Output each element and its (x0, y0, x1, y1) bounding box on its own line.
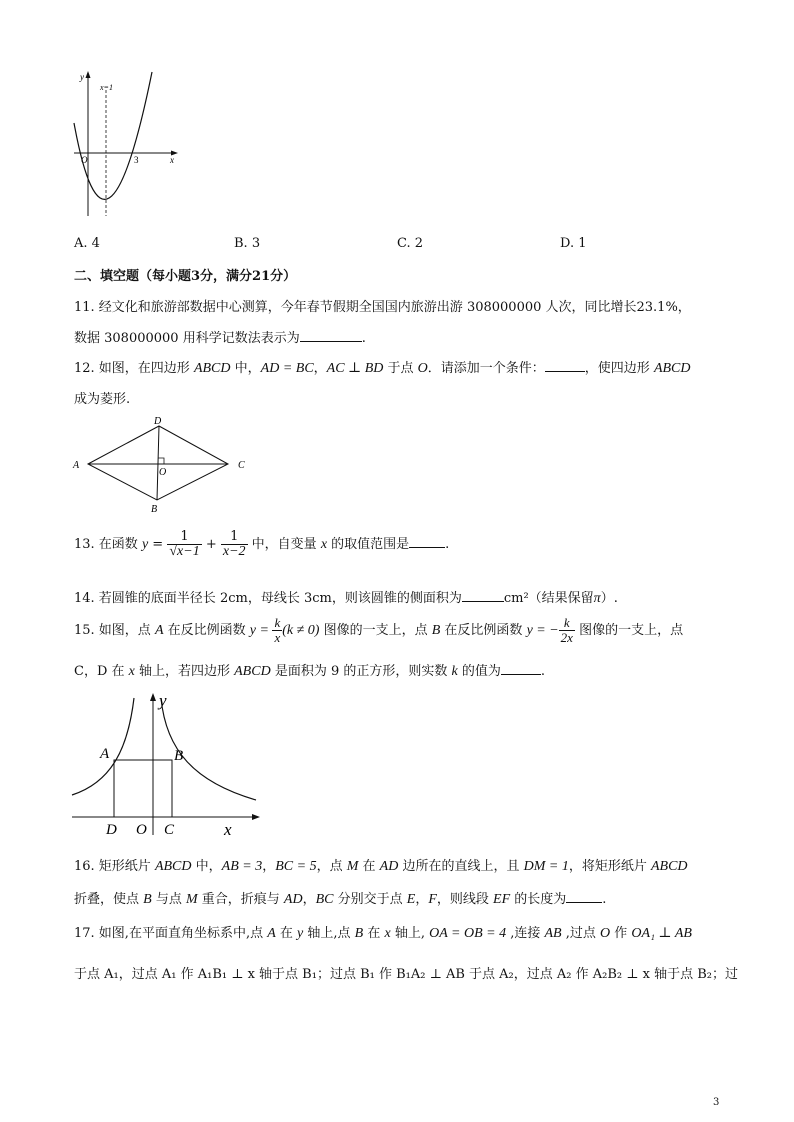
q11-answer-blank (300, 329, 362, 342)
q16-text-10: 重合，折痕与 (197, 892, 284, 907)
q10-origin-label: O (81, 155, 88, 165)
q16-text-1: 16. 矩形纸片 (74, 859, 155, 874)
q15-a: A (154, 623, 164, 638)
q12-text-1: 12. 如图，在四边形 (74, 361, 194, 376)
q12-condition-1: AD = BC (260, 361, 314, 376)
q16-e: E (406, 892, 416, 907)
q15-fraction-1 (272, 616, 282, 645)
q15-text-3: 图像的一支上，点 (319, 623, 432, 638)
q16-text-2: 中， (191, 859, 222, 874)
q17-oa1: OA₁ ⊥ AB (631, 926, 692, 941)
q17-o: O (600, 926, 611, 941)
q13-fraction-2 (221, 530, 248, 559)
q13-end: . (445, 537, 450, 552)
q17-text-7: ,过点 (561, 926, 601, 941)
q15-fig-a: A (100, 746, 110, 762)
q16-text-6: 边所在的直线上，且 (398, 859, 524, 874)
q10-y-label: y (80, 72, 84, 82)
q15-text-6: C，D 在 (74, 664, 129, 679)
q12-text-4: ．请添加一个条件： (427, 361, 545, 376)
q16-text-15: 的长度为 (510, 892, 567, 907)
q15-func-2: y = − (526, 623, 559, 638)
q16-text-12: 分别交于点 (333, 892, 407, 907)
q16-bc: BC = 5 (275, 859, 317, 874)
q15-text-1: 15. 如图，点 (74, 623, 155, 638)
q16-text-8: 折叠，使点 (74, 892, 144, 907)
q10-axis-label: x=1 (100, 83, 113, 92)
q15-func-1: y = (249, 623, 273, 638)
q12-line-2: 成为菱形. (74, 392, 131, 407)
q15-line-1 (74, 614, 683, 648)
q15-condition: (k ≠ 0) (282, 623, 320, 638)
q16-text-14: ，则线段 (436, 892, 494, 907)
q15-x: x (274, 630, 281, 645)
q17-text-4: 在 (363, 926, 385, 941)
q13-fraction-1 (167, 530, 201, 559)
q14-text-2: cm²（结果保留 (503, 591, 594, 606)
q10-option-b: B. 3 (234, 236, 261, 251)
q16-line-1 (74, 858, 688, 876)
q12-sep: ， (313, 361, 327, 376)
q10-option-a: A. 4 (74, 236, 100, 251)
q16-text-11: ， (302, 892, 316, 907)
q15-fig-x: x (224, 820, 232, 839)
q10-option-c: C. 2 (397, 236, 424, 251)
q13-den-1: √x−1 (169, 544, 200, 559)
q16-text-3: ， (262, 859, 276, 874)
q15-fig-b: B (174, 748, 184, 764)
q15-fig-c: C (164, 822, 175, 838)
q13-den-2: x−2 (222, 544, 246, 559)
q15-end: . (540, 664, 545, 679)
q16-m: M (346, 859, 359, 874)
q14-pi: π (593, 591, 601, 606)
q13-x: x (320, 537, 328, 552)
q10-option-d: D. 1 (560, 236, 587, 251)
page-number: 3 (713, 1097, 720, 1108)
q14-line (74, 589, 618, 608)
q15-text-2: 在反比例函数 (163, 623, 250, 638)
q17-a: A (267, 926, 276, 941)
q15-fig-y: y (159, 691, 167, 710)
q16-text-5: 在 (358, 859, 380, 874)
q15-text-5: 图像的一支上，点 (574, 623, 684, 638)
q10-tick-label: 3 (134, 155, 139, 165)
q15-fig-o: O (136, 822, 147, 838)
figure-q10-parabola (70, 68, 185, 218)
q12-label-a: A (73, 460, 80, 471)
q13-line (74, 530, 449, 560)
q17-line-2: 于点 A₁，过点 A₁ 作 A₁B₁ ⊥ x 轴于点 B₁；过点 B₁ 作 B₁A₂ ⊥ AB 于点 A₂，过点 A₂ 作 A₂B₂ ⊥ x 轴于点 B₂；过 (74, 967, 738, 982)
q17-y: y (297, 926, 304, 941)
q16-abcd-2: ABCD (650, 859, 688, 874)
q14-text-1: 14. 若圆锥的底面半径长 2cm，母线长 3cm，则该圆锥的侧面积为 (74, 591, 462, 606)
q16-abcd: ABCD (154, 859, 192, 874)
q11-end: . (361, 331, 366, 346)
q13-num-2: 1 (221, 530, 248, 545)
q15-b: B (431, 623, 441, 638)
q13-y: y (141, 537, 149, 552)
q10-x-label: x (170, 155, 174, 165)
q16-ad-2: AD (283, 892, 303, 907)
q13-text-1: 13. 在函数 (74, 537, 142, 552)
q11-line-2 (74, 329, 366, 348)
q14-answer-blank (462, 589, 504, 602)
q17-ab: AB (544, 926, 562, 941)
q12-label-b: B (151, 504, 158, 515)
q16-text-7: ，将矩形纸片 (568, 859, 651, 874)
q12-text-3: 于点 (383, 361, 418, 376)
q17-text-2: 在 (275, 926, 298, 941)
q11-text: 数据 308000000 用科学记数法表示为 (74, 331, 300, 346)
q13-eq: = (148, 537, 168, 552)
q17-text-1: 17. 如图,在平面直角坐标系中,点 (74, 926, 268, 941)
q11-line-1: 11. 经文化和旅游部数据中心测算，今年春节假期全国国内旅游出游 308000000 人次，同比增长23.1%， (74, 300, 691, 315)
q17-oa: OA = OB = 4 (429, 926, 507, 941)
q15-text-8: 是面积为 9 的正方形，则实数 (270, 664, 452, 679)
q12-abcd: ABCD (193, 361, 231, 376)
q12-text-5: ，使四边形 (584, 361, 654, 376)
q15-fig-d: D (106, 822, 117, 838)
q16-bc-2: BC (315, 892, 334, 907)
q17-text-6: ,连接 (506, 926, 545, 941)
q15-x-2: 2x (560, 630, 573, 645)
q13-text-3: 的取值范围是 (327, 537, 410, 552)
q17-text-5: 轴上, (390, 926, 430, 941)
q12-text-2: 中， (230, 361, 261, 376)
q16-dm: DM = 1 (523, 859, 569, 874)
figure-q12-quadrilateral (70, 412, 260, 520)
q15-answer-blank (501, 662, 541, 675)
q12-label-c: C (238, 460, 245, 471)
q14-text-3: ）. (600, 591, 618, 606)
q16-text-4: ，点 (316, 859, 347, 874)
q12-condition-2: AC ⊥ BD (326, 361, 384, 376)
q15-text-7: 轴上，若四边形 (134, 664, 235, 679)
q16-ad: AD (379, 859, 399, 874)
q12-answer-blank (545, 359, 585, 372)
q12-abcd-2: ABCD (653, 361, 691, 376)
q16-answer-blank (566, 890, 602, 903)
q13-num-1: 1 (167, 530, 201, 545)
q16-b: B (143, 892, 152, 907)
q17-b: B (354, 926, 364, 941)
q15-text-4: 在反比例函数 (440, 623, 527, 638)
q17-line-1 (74, 925, 692, 943)
q16-line-2 (74, 890, 606, 909)
q15-x-3: x (128, 664, 135, 679)
q12-label-d: D (154, 416, 162, 427)
q12-line-1 (74, 359, 691, 378)
q15-k: k (274, 615, 281, 630)
q16-text-9: 与点 (151, 892, 186, 907)
q17-x: x (384, 926, 391, 941)
q16-ef: EF (493, 892, 511, 907)
q16-end: . (602, 892, 607, 907)
q16-m-2: M (185, 892, 198, 907)
q12-label-o: O (159, 467, 167, 478)
q17-text-3: 轴上,点 (303, 926, 355, 941)
q16-ab: AB = 3 (221, 859, 263, 874)
q13-answer-blank (409, 535, 445, 548)
figure-q15-hyperbola (66, 690, 266, 840)
q12-o: O (417, 361, 428, 376)
q13-plus: + (201, 537, 221, 552)
q13-text-2: 中，自变量 (247, 537, 321, 552)
q17-text-8: 作 (610, 926, 632, 941)
section-title: 二、填空题（每小题3分，满分21分） (74, 269, 297, 284)
q16-text-13: ， (415, 892, 429, 907)
q15-line-2 (74, 662, 545, 681)
q15-fraction-2 (559, 616, 575, 645)
q16-f: F (428, 892, 437, 907)
q15-abcd: ABCD (234, 664, 271, 679)
q15-k-3: k (451, 664, 458, 679)
q15-k-2: k (559, 616, 575, 631)
q15-text-9: 的值为 (457, 664, 501, 679)
